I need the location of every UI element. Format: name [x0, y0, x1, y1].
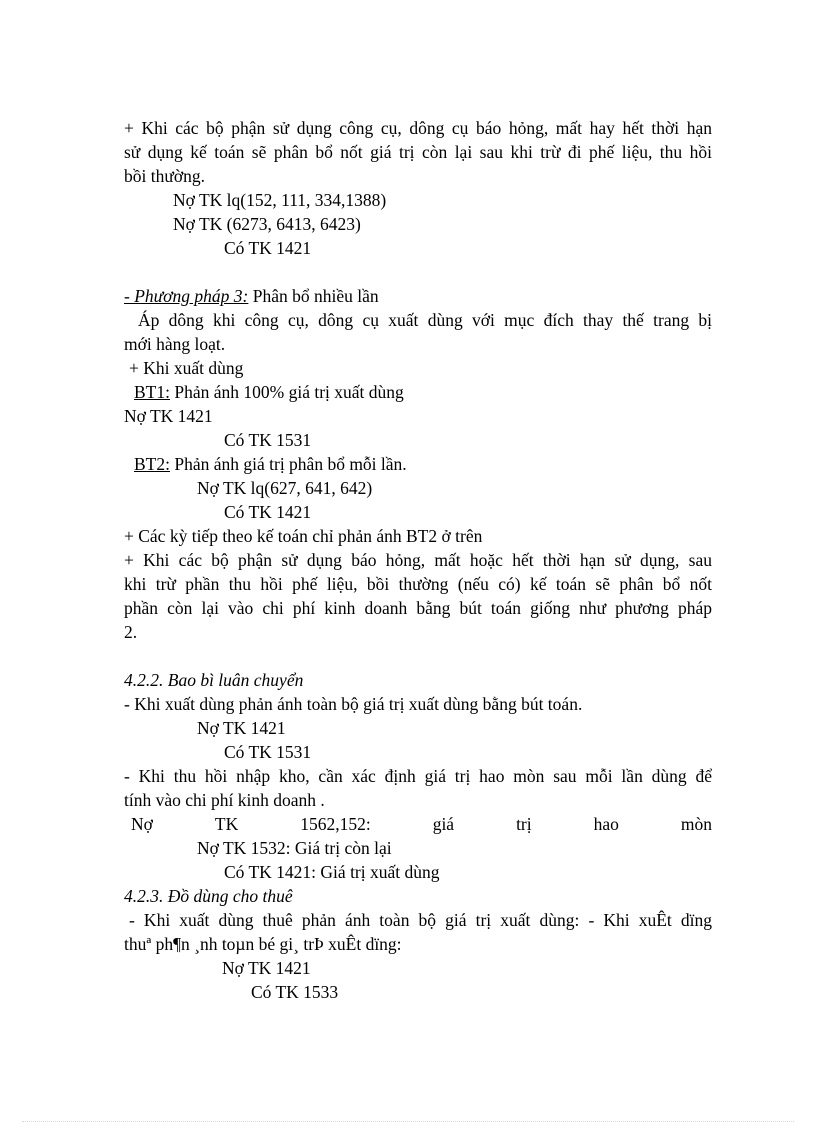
paragraph-line: Áp dông khi công cụ, dông cụ xuất dùng với mục đích thay thế trang bị: [138, 310, 712, 330]
paragraph-line: + Khi các bộ phận sử dụng công cụ, dông cụ báo hỏng, mất hay hết thời hạn: [124, 118, 712, 138]
paragraph-line: - Khi xuất dùng thuê phản ánh toàn bộ giá trị xuất dùng: - Khi xuÊt dïng: [129, 910, 712, 930]
paragraph-line: phần còn lại vào chi phí kinh doanh bằng bút toán giống như phương pháp: [124, 598, 712, 618]
journal-entry-debit: Nợ TK lq(152, 111, 334,1388): [173, 190, 387, 210]
paragraph-line: tính vào chi phí kinh doanh .: [124, 790, 325, 810]
journal-entry-debit: Nợ TK 1421: [222, 958, 311, 978]
spread-word: hao: [593, 814, 619, 834]
section-heading: 4.2.2. Bao bì luân chuyển: [124, 670, 304, 690]
journal-entry-credit: Có TK 1421: [224, 502, 312, 522]
method-heading: [124, 284, 379, 308]
paragraph-line: - Khi thu hồi nhập kho, cần xác định giá trị hao mòn sau mỗi lần dùng để: [124, 766, 712, 786]
paragraph-line: + Khi xuất dùng: [129, 358, 244, 378]
journal-entry-credit: Có TK 1531: [224, 430, 312, 450]
paragraph-line: bồi thường.: [124, 166, 205, 186]
bt2-label: BT2:: [134, 454, 170, 474]
spread-word: trị: [516, 814, 532, 834]
section-heading: 4.2.3. Đồ dùng cho thuê: [124, 886, 293, 906]
bt1-text: Phản ánh 100% giá trị xuất dùng: [174, 382, 404, 402]
method-heading-text: Phân bổ nhiều lần: [252, 286, 379, 306]
bt2-text: Phản ánh giá trị phân bổ mỗi lần.: [174, 454, 407, 474]
bt1-label: BT1:: [134, 382, 170, 402]
journal-entry-credit: Có TK 1421: Giá trị xuất dùng: [224, 862, 440, 882]
spread-word: TK: [214, 814, 239, 834]
page-bottom-rule: [22, 1121, 794, 1122]
journal-entry-debit: Nợ TK 1532: Giá trị còn lại: [197, 838, 392, 858]
paragraph-line: 2.: [124, 622, 138, 642]
paragraph-line: sử dụng kế toán sẽ phân bổ nốt giá trị còn lại sau khi trừ đi phế liệu, thu hồi: [124, 142, 712, 162]
entry-bt1: [134, 380, 404, 404]
journal-entry-debit: Nợ TK 1421: [124, 406, 213, 426]
entry-bt2: [134, 452, 407, 476]
paragraph-line: thuª ph¶n ¸nh toµn bé gi¸ trÞ xuÊt dïng:: [124, 934, 402, 954]
method-heading-label: - Phương pháp 3:: [124, 286, 249, 306]
spread-word: mòn: [680, 814, 712, 834]
journal-entry-debit: Nợ TK 1421: [197, 718, 286, 738]
journal-entry-spread: [131, 812, 712, 836]
journal-entry-credit: Có TK 1533: [251, 982, 339, 1002]
paragraph-line: - Khi xuất dùng phản ánh toàn bộ giá trị xuất dùng bằng bút toán.: [124, 694, 583, 714]
journal-entry-credit: Có TK 1531: [224, 742, 312, 762]
paragraph-line: mới hàng loạt.: [124, 334, 226, 354]
paragraph-line: + Khi các bộ phận sử dụng báo hỏng, mất hoặc hết thời hạn sử dụng, sau: [124, 550, 712, 570]
journal-entry-debit: Nợ TK lq(627, 641, 642): [197, 478, 373, 498]
paragraph-line: + Các kỳ tiếp theo kế toán chỉ phản ánh BT2 ở trên: [124, 526, 483, 546]
spread-word: giá: [432, 814, 455, 834]
spread-word: Nợ: [131, 814, 153, 834]
paragraph-line: khi trừ phần thu hồi phế liệu, bồi thường (nếu có) kế toán sẽ phân bổ nốt: [124, 574, 712, 594]
journal-entry-debit: Nợ TK (6273, 6413, 6423): [173, 214, 361, 234]
spread-word: 1562,152:: [300, 814, 371, 834]
journal-entry-credit: Có TK 1421: [224, 238, 312, 258]
